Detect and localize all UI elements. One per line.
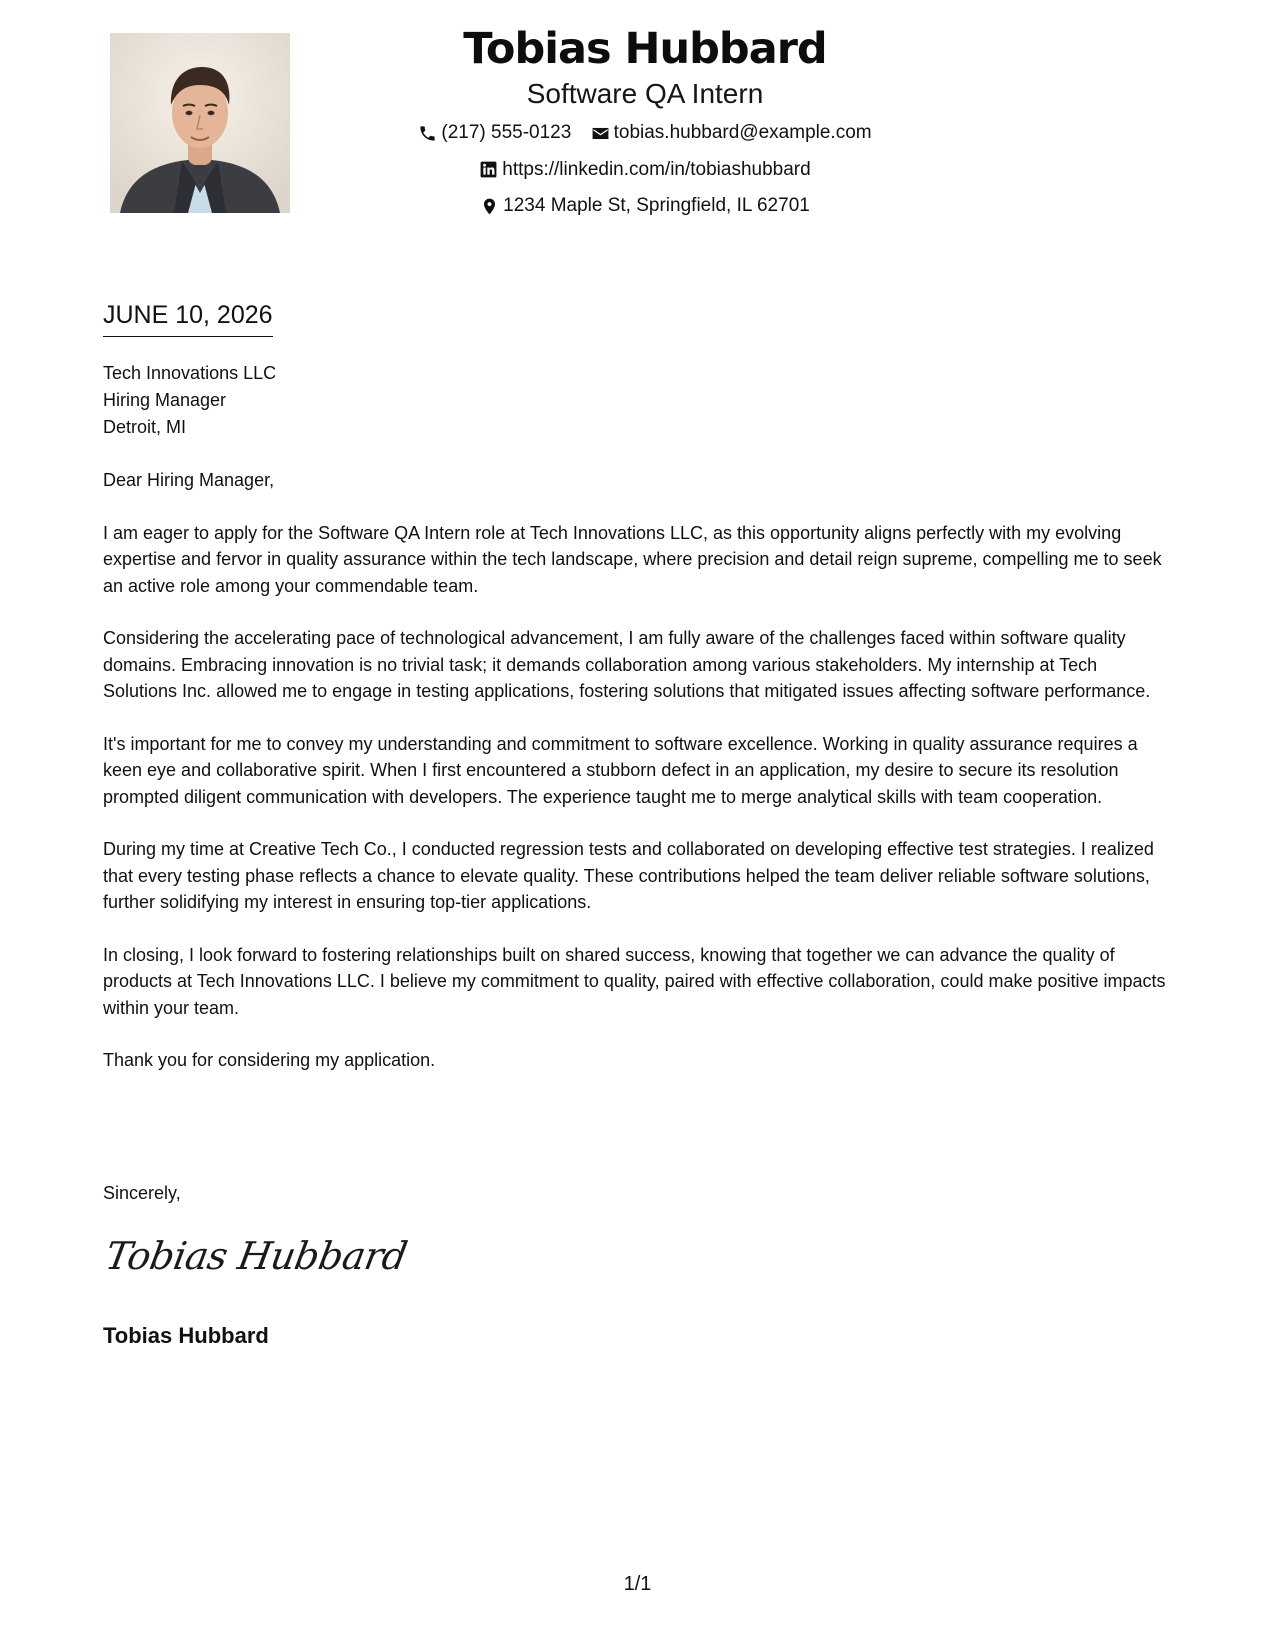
- body-paragraph: In closing, I look forward to fostering relationships built on shared success, knowing that together we can advance the quality of products at Tech Innovations LLC. I believe my commitment to quality, paired with effective collaboration, could make positive impacts within your team.: [103, 944, 1166, 1018]
- recipient-contact: Hiring Manager: [103, 390, 227, 410]
- phone-number: (217) 555-0123: [441, 122, 572, 143]
- profile-photo: [110, 33, 290, 213]
- page-number: 1/1: [623, 1573, 652, 1595]
- contact-row-address: [300, 190, 990, 227]
- body-paragraph: It's important for me to convey my understanding and commitment to software excellence. Working in quality assurance requires a keen eye and collaborative spirit. When I first encountered a stubborn defect in an application, my desire to secure its resolution prompted diligent communication with developers. The experience taught me to merge analytical skills with team cooperation.: [103, 733, 1138, 807]
- contact-row-primary: [300, 117, 990, 154]
- linkedin-url[interactable]: https://linkedin.com/in/tobiashubbard: [502, 158, 811, 180]
- phone-contact: [418, 117, 571, 149]
- street-address: 1234 Maple St, Springfield, IL 62701: [503, 195, 810, 216]
- header: [300, 20, 990, 227]
- recipient-company: Tech Innovations LLC: [103, 363, 277, 383]
- phone-icon: [418, 124, 437, 143]
- envelope-icon: [591, 124, 610, 143]
- letter-body: [103, 467, 1173, 1100]
- recipient-block: [103, 360, 276, 441]
- linkedin-contact: [479, 154, 810, 186]
- address-contact: [480, 190, 810, 222]
- letter-date: JUNE 10, 2026: [103, 300, 273, 337]
- closing-phrase: Sincerely,: [103, 1183, 181, 1203]
- signed-name: Tobias Hubbard: [103, 1323, 269, 1348]
- body-paragraph: I am eager to apply for the Software QA Intern role at Tech Innovations LLC, as this opportunity aligns perfectly with my evolving expertise and fervor in quality assurance within the tech landscape, where precision and detail reign supreme, compelling me to seek an active role among your commendable team.: [103, 522, 1162, 596]
- handwritten-signature: Tobias Hubbard: [102, 1234, 411, 1278]
- body-paragraph: During my time at Creative Tech Co., I conducted regression tests and collaborated on developing effective test strategies. I realized that every testing phase reflects a chance to elevate quality. These contributions helped the team deliver reliable software solutions, further solidifying my interest in ensuring top-tier applications.: [103, 839, 1154, 912]
- salutation: Dear Hiring Manager,: [103, 470, 275, 490]
- linkedin-icon: [479, 160, 498, 179]
- applicant-name: Tobias Hubbard: [463, 24, 827, 74]
- email-address[interactable]: tobias.hubbard@example.com: [613, 122, 872, 143]
- body-paragraph: Considering the accelerating pace of technological advancement, I am fully aware of the challenges faced within software quality domains. Embracing innovation is no trivial task; it demands collaboration among various stakeholders. My internship at Tech Solutions Inc. allowed me to engage in testing applications, fostering solutions that mitigated issues affecting software performance.: [103, 628, 1151, 701]
- applicant-title: Software QA Intern: [526, 78, 764, 109]
- email-contact: [591, 117, 872, 149]
- contact-row-linkedin: [300, 154, 990, 191]
- thank-you-line: Thank you for considering my application.: [103, 1050, 436, 1070]
- map-pin-icon: [480, 197, 499, 216]
- recipient-location: Detroit, MI: [103, 417, 187, 437]
